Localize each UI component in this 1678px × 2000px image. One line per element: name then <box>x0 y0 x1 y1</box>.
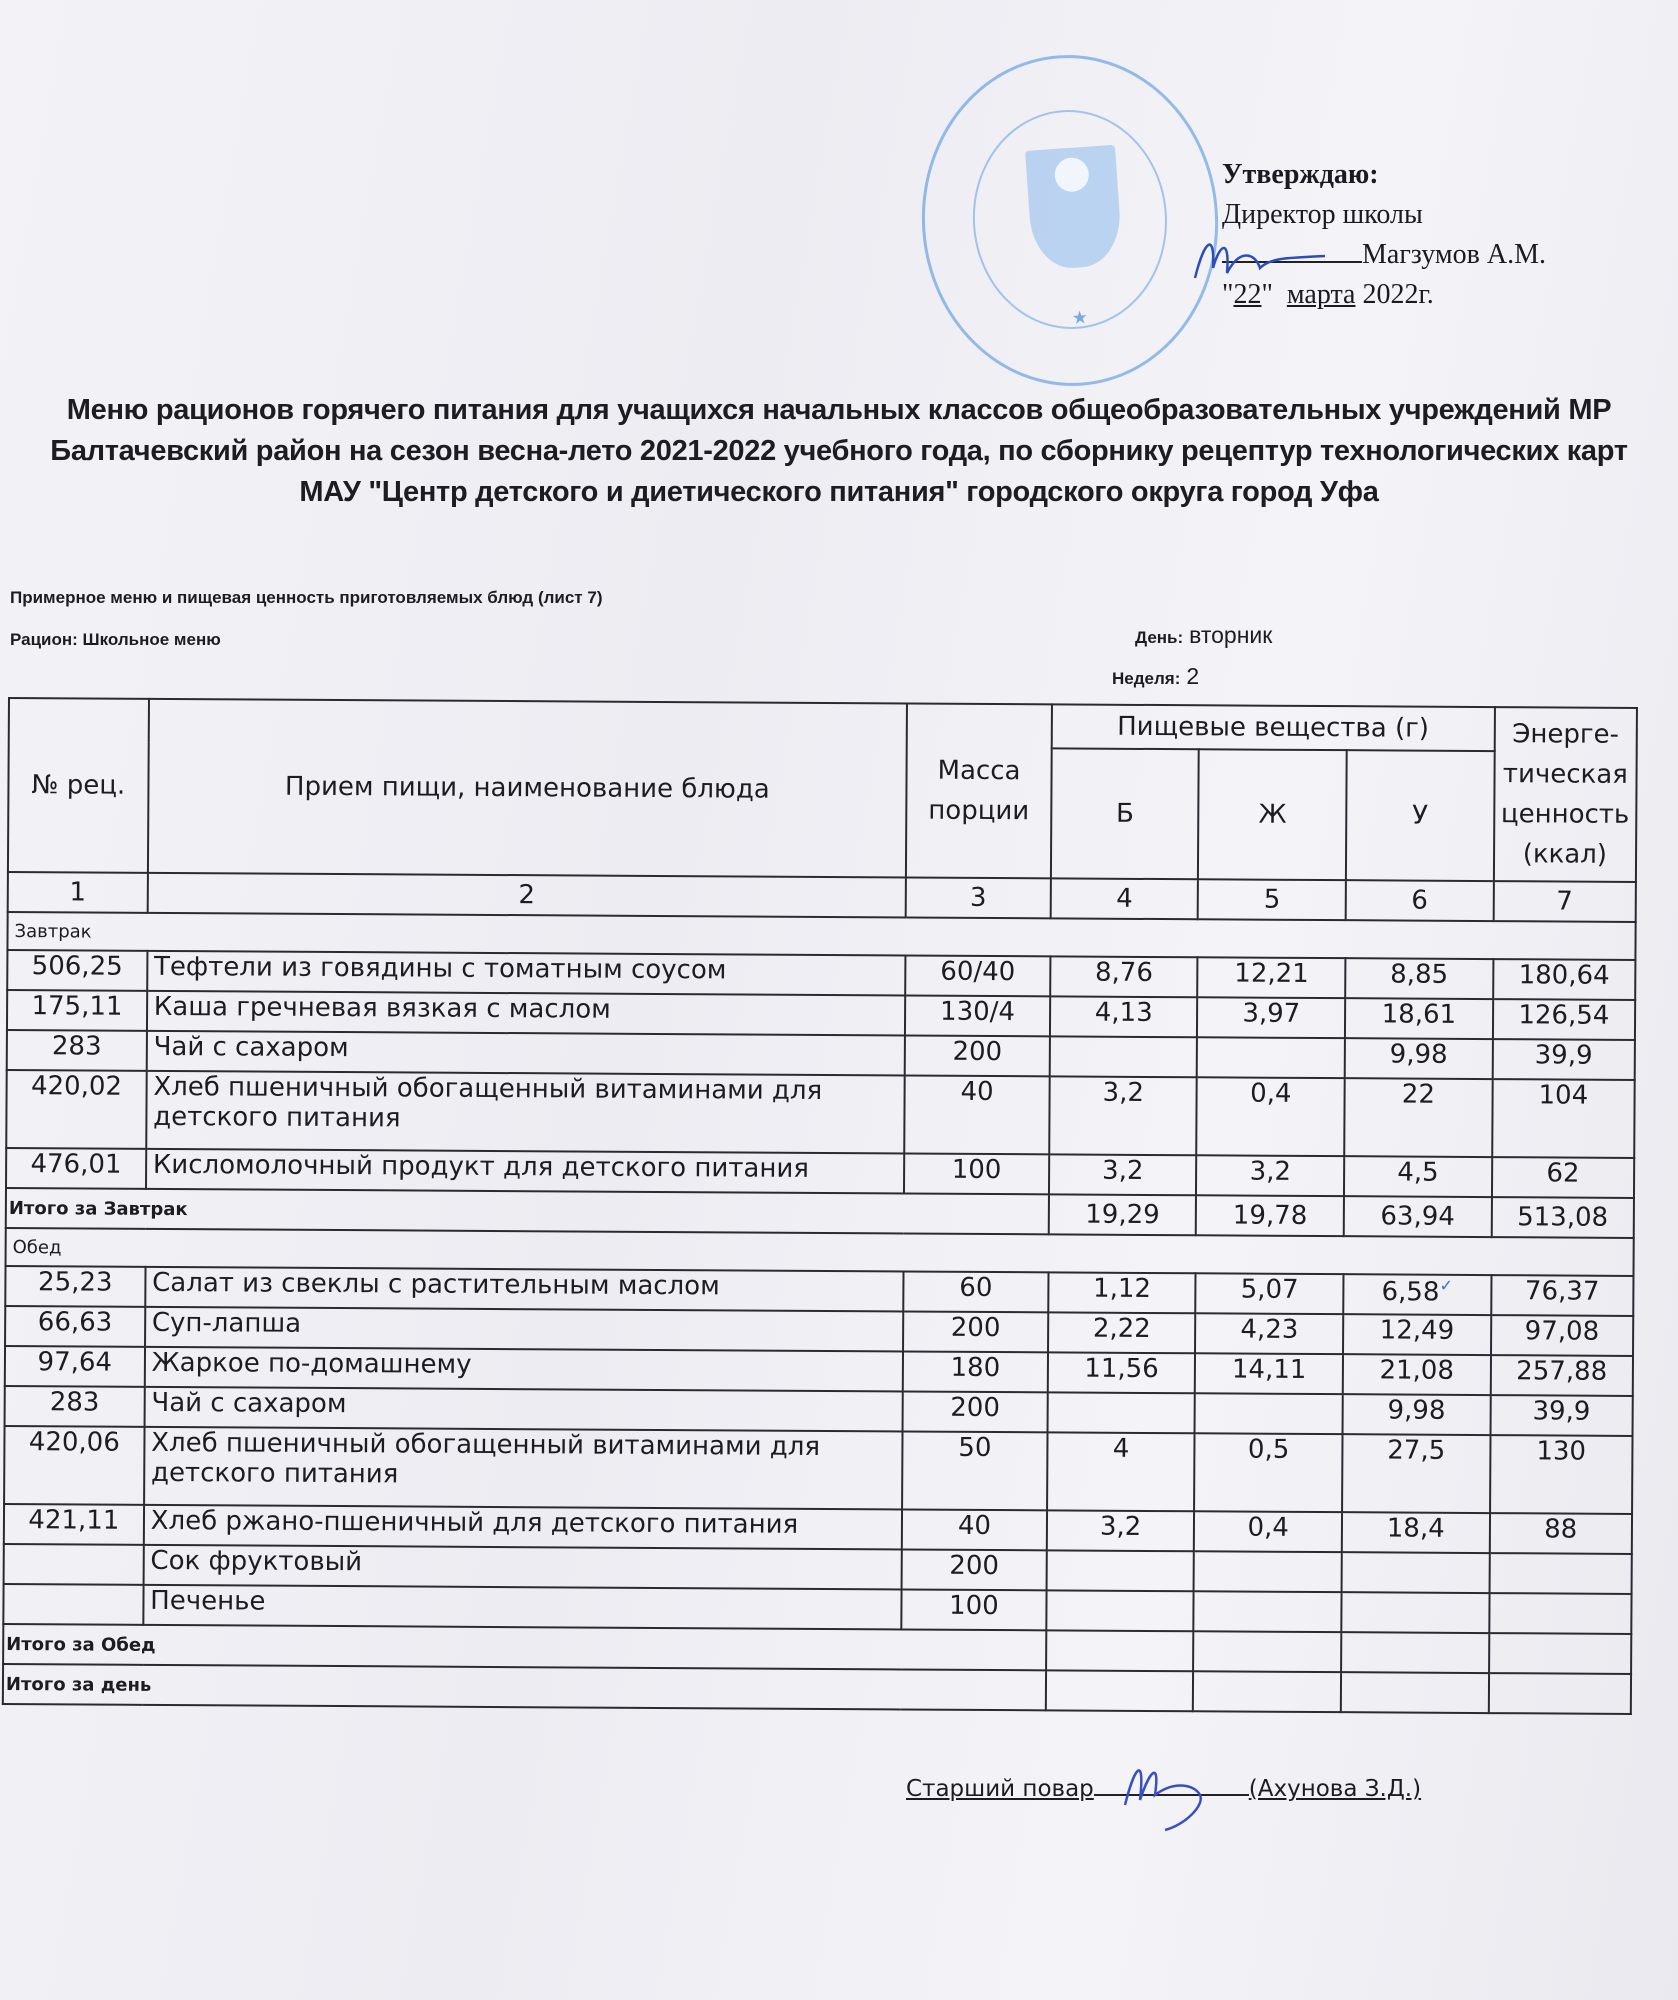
dish-name-cell-text: Кисломолочный продукт для детского питания <box>152 1149 810 1184</box>
dish-name-cell <box>145 1307 904 1352</box>
mass-cell-text: 40 <box>957 1510 992 1542</box>
total-kcal-cell <box>1489 1633 1632 1674</box>
recipe-no-cell-text: 97,64 <box>37 1347 113 1378</box>
director-signature-icon <box>1185 228 1335 288</box>
carbs-cell-text: 6,58 <box>1381 1277 1440 1308</box>
total-u-cell <box>1341 1632 1489 1673</box>
energy-cell <box>1489 1553 1632 1594</box>
recipe-no-cell <box>5 1346 145 1387</box>
header-protein: Б <box>1051 748 1199 879</box>
mass-cell-text: 60 <box>959 1272 993 1304</box>
approval-position: Директор школы <box>1222 199 1423 230</box>
recipe-no-cell-text: 476,01 <box>30 1149 122 1180</box>
day-total-row <box>3 1664 1631 1714</box>
week-label: Неделя: <box>1112 669 1181 688</box>
energy-cell-text: 97,08 <box>1524 1316 1600 1347</box>
carbs-cell <box>1342 1552 1490 1593</box>
fat-cell <box>1194 1433 1342 1512</box>
recipe-no-cell-text: 420,06 <box>28 1427 120 1458</box>
fat-cell <box>1194 1511 1342 1552</box>
dish-name-cell <box>144 1427 903 1510</box>
mass-cell-text: 180 <box>950 1352 1001 1384</box>
energy-cell <box>1492 1039 1635 1080</box>
carbs-cell <box>1345 998 1493 1039</box>
recipe-no-cell <box>4 1426 144 1505</box>
mass-cell <box>904 1075 1049 1154</box>
total-zh-cell <box>1193 1671 1341 1712</box>
protein-cell-text: 2,22 <box>1092 1313 1151 1344</box>
dish-name-cell <box>143 1585 902 1630</box>
total-u-cell <box>1341 1672 1489 1713</box>
carbs-cell-text: 22 <box>1401 1079 1436 1110</box>
header-mass: Масса порции <box>906 703 1052 878</box>
carbs-cell <box>1344 1156 1492 1197</box>
energy-cell <box>1490 1355 1633 1396</box>
energy-cell-text: 88 <box>1544 1514 1578 1545</box>
column-index: 2 <box>147 873 906 918</box>
mass-cell <box>902 1549 1047 1590</box>
recipe-no-cell-text: 175,11 <box>31 991 123 1022</box>
energy-cell-text: 39,9 <box>1534 1040 1593 1071</box>
fat-cell-text: 0,5 <box>1247 1434 1290 1465</box>
protein-cell-text: 1,12 <box>1093 1273 1152 1304</box>
menu-table <box>2 697 1638 1715</box>
carbs-cell-text: 18,61 <box>1381 999 1457 1030</box>
dish-name-cell <box>144 1505 903 1550</box>
document-title: Меню рационов горячего питания для учащихся начальных классов общеобразовательных учреждений МР Балтачевский район на сезон весна-лето 2021-2022 учебного года, по сборнику рецептур технологических карт МАУ "Центр детского и диетического питания" городского округа город Уфа <box>50 394 1628 508</box>
column-index: 6 <box>1346 880 1494 921</box>
mass-cell-text: 200 <box>950 1312 1001 1344</box>
dish-name-cell <box>146 1031 905 1076</box>
fat-cell <box>1197 1077 1345 1156</box>
carbs-cell <box>1345 958 1493 999</box>
mass-cell <box>905 1035 1050 1076</box>
protein-cell <box>1048 1272 1196 1313</box>
energy-cell <box>1492 1157 1635 1198</box>
dish-name-cell-text: Жаркое по-домашнему <box>151 1347 472 1380</box>
energy-cell <box>1493 999 1636 1040</box>
mass-cell <box>905 995 1050 1036</box>
protein-cell <box>1046 1550 1194 1591</box>
fat-cell-text: 4,23 <box>1240 1314 1299 1345</box>
dish-name-cell-text: Чай с сахаром <box>151 1387 347 1420</box>
energy-cell-text: 62 <box>1546 1158 1580 1189</box>
table-row <box>6 1070 1634 1158</box>
carbs-cell <box>1345 1038 1493 1079</box>
dish-name-cell <box>147 991 906 1036</box>
mass-cell <box>905 955 1050 996</box>
recipe-no-cell <box>7 1030 147 1071</box>
total-zh-cell <box>1194 1631 1342 1672</box>
recipe-no-cell <box>5 1306 145 1347</box>
recipe-no-cell-text: 283 <box>49 1387 100 1418</box>
mass-cell <box>904 1153 1049 1194</box>
mass-cell-text: 40 <box>960 1076 994 1108</box>
approval-name: Магзумов А.М. <box>1362 239 1546 270</box>
fat-cell-text: 12,21 <box>1234 958 1309 989</box>
fat-cell <box>1195 1353 1343 1394</box>
carbs-cell <box>1344 1078 1492 1157</box>
protein-cell <box>1047 1392 1195 1433</box>
carbs-cell-text: 18,4 <box>1386 1513 1445 1544</box>
fat-cell-text: 5,07 <box>1240 1274 1299 1305</box>
dish-name-cell <box>145 1267 904 1312</box>
energy-cell-text: 130 <box>1536 1436 1587 1467</box>
dish-name-cell-text: Сок фруктовый <box>150 1545 363 1578</box>
fat-cell <box>1195 1393 1343 1434</box>
header-fat: Ж <box>1198 749 1346 880</box>
mass-cell-text: 60/40 <box>940 956 1016 988</box>
protein-cell <box>1047 1432 1195 1511</box>
recipe-no-cell <box>7 990 147 1031</box>
protein-cell-text: 4 <box>1112 1433 1130 1464</box>
carbs-cell <box>1341 1592 1489 1633</box>
header-nutrients: Пищевые вещества (г) <box>1052 704 1495 751</box>
energy-cell-text: 126,54 <box>1518 1000 1610 1031</box>
recipe-no-cell <box>3 1584 143 1625</box>
dish-name-cell-text: Чай с сахаром <box>153 1031 349 1064</box>
recipe-no-cell <box>6 1070 146 1149</box>
check-mark-icon: ✓ <box>1439 1275 1453 1295</box>
carbs-cell <box>1342 1434 1490 1513</box>
dish-name-cell-text: Салат из свеклы с растительным маслом <box>152 1267 720 1302</box>
dish-name-cell-text: Печенье <box>150 1585 266 1617</box>
protein-cell-text: 3,2 <box>1102 1155 1144 1186</box>
energy-cell <box>1493 959 1636 1000</box>
dish-name-cell <box>144 1387 903 1432</box>
ration-label: Рацион: Школьное меню <box>10 630 221 649</box>
mass-cell-text: 50 <box>958 1432 992 1464</box>
carbs-cell-text: 9,98 <box>1389 1039 1448 1070</box>
dish-name-cell-text: Каша гречневая вязкая с маслом <box>153 991 611 1025</box>
day-value: вторник <box>1189 622 1273 648</box>
energy-cell-text: 76,37 <box>1524 1276 1600 1307</box>
mass-cell <box>903 1311 1048 1352</box>
protein-cell <box>1046 1590 1194 1631</box>
energy-cell <box>1490 1435 1633 1514</box>
header-row <box>9 698 1637 752</box>
cook-name: (Ахунова З.Д.) <box>1248 1776 1422 1802</box>
column-index: 5 <box>1198 879 1346 920</box>
carbs-cell-text: 12,49 <box>1379 1315 1455 1346</box>
protein-cell-text: 3,2 <box>1099 1511 1142 1542</box>
mass-cell <box>901 1589 1046 1630</box>
column-index: 1 <box>8 872 148 913</box>
cook-signature-icon <box>1105 1745 1225 1835</box>
fat-cell <box>1196 1155 1344 1196</box>
protein-cell <box>1050 996 1198 1037</box>
recipe-no-cell-text: 25,23 <box>37 1267 113 1298</box>
energy-cell <box>1491 1315 1634 1356</box>
mass-cell-text: 130/4 <box>940 996 1016 1028</box>
energy-cell <box>1491 1275 1634 1316</box>
protein-cell-text: 11,56 <box>1084 1353 1159 1385</box>
day-field <box>1135 622 1272 649</box>
mass-cell <box>902 1509 1047 1550</box>
header-recipe-no: № рец. <box>8 698 149 873</box>
protein-cell <box>1047 1510 1195 1551</box>
dish-name-cell-text: Хлеб пшеничный обогащенный витаминами для детского питания <box>153 1071 823 1134</box>
carbs-cell-text: 8,85 <box>1390 959 1449 990</box>
protein-cell-text: 8,76 <box>1094 957 1154 988</box>
approval-year: 2022г. <box>1362 279 1434 310</box>
mass-cell <box>903 1391 1048 1432</box>
protein-cell <box>1050 1036 1198 1077</box>
fat-cell <box>1197 997 1345 1038</box>
carbs-cell <box>1343 1354 1491 1395</box>
recipe-no-cell <box>5 1266 145 1307</box>
fat-cell <box>1197 1037 1345 1078</box>
energy-cell-text: 180,64 <box>1518 960 1610 991</box>
header-dish: Прием пищи, наименование блюда <box>148 699 907 878</box>
carbs-cell-text: 27,5 <box>1387 1435 1446 1466</box>
recipe-no-cell <box>7 950 147 991</box>
approval-title: Утверждаю: <box>1222 159 1379 190</box>
protein-cell <box>1050 956 1198 997</box>
recipe-no-cell-text: 420,02 <box>30 1071 123 1102</box>
total-b-cell <box>1046 1670 1194 1711</box>
carbs-cell <box>1343 1314 1491 1355</box>
recipe-no-cell-text: 506,25 <box>31 951 123 982</box>
dish-name-cell-text: Тефтели из говядины с томатным соусом <box>154 951 727 986</box>
approval-month: марта <box>1286 279 1356 310</box>
fat-cell <box>1195 1313 1343 1354</box>
table-row <box>4 1426 1632 1514</box>
sheet-label: Примерное меню и пищевая ценность приготовляемых блюд (лист 7) <box>10 588 603 607</box>
header-energy: Энерге-тическая ценность (ккал) <box>1493 707 1636 882</box>
total-b-cell <box>1046 1630 1194 1671</box>
mass-cell-text: 200 <box>952 1036 1003 1068</box>
cook-label: Старший повар <box>906 1776 1094 1802</box>
mass-cell-text: 100 <box>951 1154 1002 1186</box>
dish-name-cell <box>146 1149 905 1194</box>
dish-name-cell <box>143 1545 902 1590</box>
approval-date: "22" марта 2022г. <box>1222 279 1434 310</box>
fat-cell <box>1196 1273 1344 1314</box>
dish-name-cell <box>146 1071 905 1154</box>
energy-cell <box>1492 1079 1635 1158</box>
recipe-no-cell-text: 421,11 <box>28 1505 120 1536</box>
recipe-no-cell-text: 283 <box>51 1031 102 1062</box>
carbs-cell-text: 4,5 <box>1397 1157 1439 1188</box>
week-field <box>1112 663 1199 690</box>
recipe-no-cell-text: 66,63 <box>37 1307 113 1338</box>
carbs-cell-text: 9,98 <box>1387 1395 1446 1426</box>
mass-cell-text: 200 <box>949 1550 1000 1582</box>
total-label: Итого за Завтрак <box>6 1188 1049 1234</box>
day-label: День: <box>1135 628 1184 647</box>
energy-cell <box>1489 1513 1632 1554</box>
dish-name-cell <box>145 1347 904 1392</box>
carbs-cell <box>1342 1512 1490 1553</box>
dish-name-cell-text: Суп-лапша <box>151 1307 302 1339</box>
fat-cell <box>1198 957 1346 998</box>
fat-cell-text: 0,4 <box>1250 1078 1292 1109</box>
approval-day: 22 <box>1233 279 1262 310</box>
protein-cell-text: 4,13 <box>1094 997 1153 1028</box>
fat-cell-text: 3,2 <box>1249 1156 1292 1187</box>
energy-cell-text: 39,9 <box>1532 1396 1591 1427</box>
protein-cell-text: 3,2 <box>1102 1077 1145 1108</box>
protein-cell <box>1048 1352 1196 1393</box>
fat-cell <box>1194 1551 1342 1592</box>
mass-cell-text: 100 <box>949 1590 999 1622</box>
total-kcal-cell: 513,08 <box>1491 1197 1634 1238</box>
energy-cell-text: 104 <box>1538 1080 1589 1111</box>
dish-name-cell-text: Хлеб пшеничный обогащенный витаминами для детского питания <box>150 1427 821 1490</box>
header-carbs: У <box>1346 750 1494 881</box>
fat-cell <box>1194 1591 1342 1632</box>
mass-cell <box>903 1351 1048 1392</box>
carbs-cell-text: 21,08 <box>1379 1355 1455 1386</box>
carbs-cell <box>1343 1394 1491 1435</box>
energy-cell-text: 257,88 <box>1516 1356 1608 1387</box>
mass-cell <box>903 1271 1048 1312</box>
column-index: 7 <box>1493 881 1636 922</box>
column-index: 3 <box>906 877 1051 918</box>
protein-cell <box>1049 1154 1197 1195</box>
total-label: Итого за Обед <box>3 1624 1046 1670</box>
total-u-cell: 63,94 <box>1344 1196 1492 1237</box>
fat-cell-text: 0,4 <box>1247 1512 1289 1543</box>
energy-cell <box>1490 1395 1633 1436</box>
recipe-no-cell <box>5 1386 145 1427</box>
protein-cell <box>1048 1312 1196 1353</box>
total-kcal-cell <box>1488 1673 1631 1714</box>
total-label: Итого за день <box>3 1664 1046 1710</box>
carbs-cell <box>1343 1274 1491 1315</box>
total-b-cell: 19,29 <box>1049 1194 1197 1235</box>
official-stamp <box>911 45 1229 396</box>
total-zh-cell: 19,78 <box>1196 1195 1344 1236</box>
dish-name-cell <box>147 951 906 996</box>
star-icon: ★ <box>1071 307 1089 329</box>
recipe-no-cell <box>4 1504 144 1545</box>
mass-cell-text: 200 <box>950 1392 1001 1424</box>
week-value: 2 <box>1186 663 1200 689</box>
recipe-no-cell <box>4 1544 144 1585</box>
section-title: Обед <box>6 1228 1634 1276</box>
protein-cell <box>1049 1076 1197 1155</box>
dish-name-cell-text: Хлеб ржано-пшеничный для детского питания <box>150 1505 799 1540</box>
mass-cell <box>902 1431 1047 1510</box>
section-title: Завтрак <box>7 912 1635 960</box>
energy-cell <box>1489 1593 1632 1634</box>
column-index: 4 <box>1051 878 1199 919</box>
recipe-no-cell <box>6 1148 146 1189</box>
fat-cell-text: 14,11 <box>1231 1354 1307 1385</box>
fat-cell-text: 3,97 <box>1242 998 1301 1029</box>
